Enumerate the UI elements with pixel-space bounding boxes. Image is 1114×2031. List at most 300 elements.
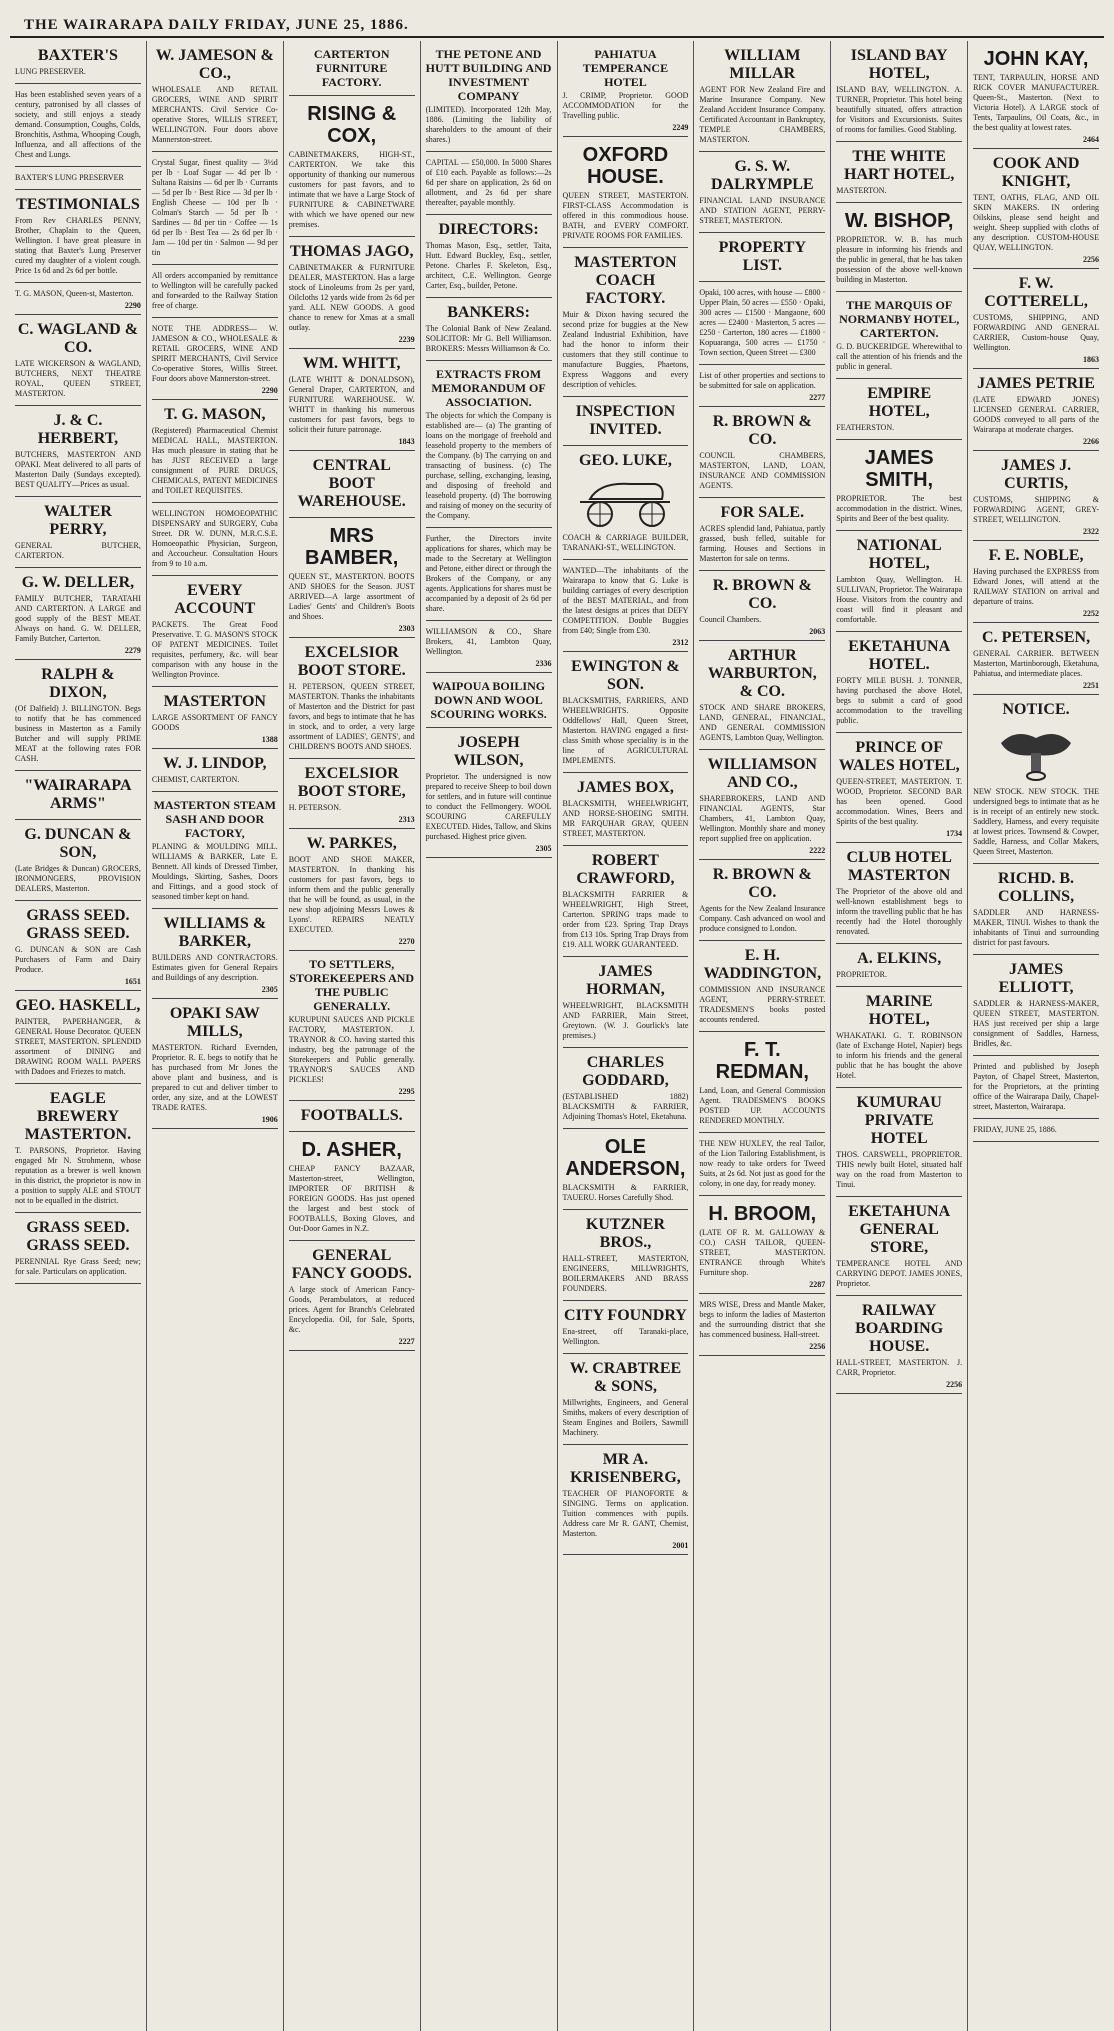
advertisement: [15, 190, 141, 283]
ad-body: PLANING & MOULDING MILL. WILLIAMS & BARKER, Late E. Bennett. All kinds of Dressed Timber, Mouldings, Skirting, Sashes, Doors and Fittings, and a good stock of seasoned timber kept on hand.: [151, 842, 278, 901]
ad-heading: W. JAMESON & CO.,: [155, 47, 274, 82]
ad-body: KURUPUNI SAUCES AND PICKLE FACTORY, MASTERTON. J. TRAYNOR & CO. having started this industry, beg the patronage of the Storekeepers and Public generally. TRAYNOR'S SAUCES AND PICKLES!: [288, 1015, 415, 1084]
ad-heading: OXFORD HOUSE.: [582, 144, 669, 188]
ad-heading: RALPH & DIXON,: [41, 666, 115, 701]
ad-body: PROPRIETOR. W. B. has much pleasure in informing his friends and the public in general, that he has taken possession of the above well-known building in Masterton.: [836, 235, 963, 284]
ad-heading: GRASS SEED. GRASS SEED.: [26, 907, 130, 942]
ad-body: WANTED—The inhabitants of the Wairarapa to know that G. Luke is building carriages of every description of the BEST MATERIAL, and from the latest designs at prices that DEFY COMPETITION. Double Buggies from £40; Single from £30.: [562, 566, 689, 635]
advertisement: [699, 1196, 825, 1294]
advertisement: [563, 1301, 689, 1354]
ad-body: Printed and published by Joseph Payton, of Chapel Street, Masterton, for the Proprietors, at the printing office of the Wairarapa Daily, Chapel-street, Masterton, Wairarapa.: [973, 1062, 1099, 1111]
advertisement: [836, 843, 962, 944]
ad-body: Further, the Directors invite applications for shares, which may be made to the Secretary at Wellington and Petone, either direct or through the Brokers of the Company, or any agents. Applications for shares must be accompanied by a deposit of 2s 6d per share.: [425, 534, 552, 613]
ad-heading: THE PETONE AND HUTT BUILDING AND INVESTMENT COMPANY: [425, 47, 552, 103]
ad-number: 2063: [809, 627, 826, 636]
advertisement: [563, 1210, 689, 1301]
ad-heading: FOOTBALLS.: [300, 1107, 403, 1124]
ad-number: 2266: [1083, 437, 1099, 446]
ad-heading: OPAKI SAW MILLS,: [169, 1005, 260, 1040]
ad-number: 2305: [261, 985, 278, 994]
ad-number: 1863: [1083, 355, 1099, 364]
ad-body: WELLINGTON HOMOEOPATHIC DISPENSARY and SURGERY, Cuba Street. DR W. DUNN, M.R.C.S.E. Homoeopathic Physician, Surgeon, and Accoucheur. Consultation Hours from 9 to 10 a.m.: [151, 509, 278, 568]
ad-body: A large stock of American Fancy-Goods, Perambulators, at reduced prices. Agent for Branch's Celebrated Encyclopedia. Oil, for Sale, Sports, &c.: [288, 1285, 415, 1334]
ad-body: MASTERTON.: [836, 186, 887, 195]
ad-number: 1843: [398, 437, 415, 446]
ad-body: WHOLESALE AND RETAIL GROCERS, WINE AND SPIRIT MERCHANTS. Civil Service Co-operative Stores, WILLIS STREET, WELLINGTON. Four doors above Mannerston-street.: [151, 85, 278, 144]
ad-heading: EVERY ACCOUNT: [174, 582, 256, 617]
ad-number: 2239: [398, 335, 415, 344]
ad-body: WHEELWRIGHT, BLACKSMITH AND FARRIER, Main Street, Greytown. (W. J. Gourlick's late premises.): [562, 1001, 689, 1040]
ad-number: 2256: [946, 1380, 963, 1389]
ad-body: SADDLER AND HARNESS-MAKER, TINUI. Wishes to thank the inhabitants of Tinui and surrounding district for past favours.: [973, 908, 1099, 947]
ad-heading: "WAIRARAPA ARMS": [24, 777, 132, 812]
ad-body: Thomas Mason, Esq., settler, Taita, Hutt. Edward Buckley, Esq., settler, Petone. Charles F. Skeleton, Esq., architect, C.E. Wellington. George Carter, Esq., builder, Petone.: [425, 241, 552, 290]
ad-number: 1388: [261, 735, 278, 744]
ad-heading: WILLIAM MILLAR: [724, 47, 801, 82]
ad-number: 2336: [535, 659, 552, 668]
advertisement: [289, 829, 415, 951]
column-8: [968, 41, 1104, 2031]
ad-heading: EKETAHUNA HOTEL.: [848, 638, 951, 673]
ad-body: BOOT AND SHOE MAKER, MASTERTON. In thanking his customers for past favors, begs to inform them and the public generally that he will be found, as usual, in the new shop adjoining Messrs Lowes & Lyons'. REPAIRS NEATLY EXECUTED.: [288, 855, 415, 934]
ad-body: THOS. CARSWELL, PROPRIETOR. THIS newly built Hotel, situated half way on the road from Masterton to Tinui.: [836, 1150, 963, 1189]
ad-heading: WILLIAMS & BARKER,: [163, 915, 267, 950]
ad-body: (Late Bridges & Duncan) GROCERS, IRONMONGERS, PROVISION DEALERS, Masterton.: [15, 864, 141, 893]
ad-body: PROPRIETOR.: [836, 970, 888, 979]
ad-body: LUNG PRESERVER.: [15, 67, 86, 76]
ad-heading: G. S. W. DALRYMPLE: [711, 158, 814, 193]
advertisement: [15, 1084, 141, 1213]
ad-number: 2001: [672, 1541, 689, 1550]
ad-number: 2279: [124, 646, 141, 655]
ad-body: G. DUNCAN & SON are Cash Purchasers of Farm and Dairy Produce.: [15, 945, 141, 974]
ad-heading: GEO. LUKE,: [578, 452, 672, 469]
advertisement: [289, 518, 415, 638]
advertisement: [15, 315, 141, 406]
ad-heading: JOHN KAY,: [983, 48, 1089, 70]
ad-body: QUEEN ST., MASTERTON. BOOTS AND SHOES for the Season. JUST ARRIVED—A large assortment of Ladies' Gents' and Children's Boots and Shoes.: [288, 572, 415, 621]
advertisement: [699, 1294, 825, 1356]
advertisement: [289, 41, 415, 96]
advertisement: [289, 1101, 415, 1132]
advertisement: [699, 498, 825, 571]
ad-number: 2322: [1083, 527, 1099, 536]
advertisement: [563, 137, 689, 248]
ad-body: J. CRIMP, Proprietor. GOOD ACCOMMODATION for the Travelling public.: [562, 91, 689, 120]
ad-heading: CITY FOUNDRY: [564, 1307, 687, 1324]
advertisement: [973, 1119, 1099, 1142]
ad-number: 2290: [261, 386, 278, 395]
advertisement: [836, 632, 962, 733]
ad-body: CABINETMAKERS, HIGH-ST., CARTERTON. We take this opportunity of thanking our numerous customers for past favors, and to intimate that we have a Large Stock of FURNITURE & CABINETWARE with which we have opened our new premises.: [288, 150, 415, 229]
ad-heading: ISLAND BAY HOTEL,: [850, 47, 948, 82]
ad-body: Crystal Sugar, finest quality — 3½d per lb · Loaf Sugar — 4d per lb · Sultana Raisins — 6d per lb · Currants — 5d per lb · Best Rice — 3d per lb · English Cheese — 10d per lb · Colman's Starch — 5d per lb · Sardines — 8d per tin · Coffee — 1s 6d per lb · Best Tea — 2s 6d per lb · Jam — 10d per tin · Salmon — 9d per tin: [151, 158, 278, 257]
ad-body: ISLAND BAY, WELLINGTON. A. TURNER, Proprietor. This hotel being beautifully situated, offers attraction for Visitors and Excursionists. Suites of rooms for families. Good Stabling.: [836, 85, 963, 134]
ad-heading: JAMES J. CURTIS,: [1000, 457, 1072, 492]
advertisement: [699, 750, 825, 860]
advertisement: [563, 1445, 689, 1555]
ad-body: THE NEW HUXLEY, the real Tailor, of the Lion Tailoring Establishment, is now ready to take orders for Tweed Suits, at 2s 6d. Not just as good for the colony, in one day, for ready money.: [699, 1139, 826, 1188]
advertisement: [699, 641, 825, 750]
ad-heading: BAXTER'S: [37, 47, 118, 64]
ad-body: COUNCIL CHAMBERS, MASTERTON, LAND, LOAN, INSURANCE AND COMMISSION AGENTS.: [699, 451, 826, 490]
column-6: [694, 41, 831, 2031]
ad-number: 2252: [1083, 609, 1099, 618]
ad-body: From Rev CHARLES PENNY, Brother, Chaplain to the Queen, Wellington. I have great pleasure in stating that Baxter's Lung Preserver cured my daughter of a violent cough. Price 1s 6d and 2s 6d per bottle.: [15, 216, 141, 275]
ad-body: PAINTER, PAPERHANGER, & GENERAL House Decorator. QUEEN STREET, MASTERTON. SPLENDID assortment of DINING and DRAWING ROOM WALL PAPERS with Dadoes and Friezes to match.: [15, 1017, 141, 1076]
ad-body: Millwrights, Engineers, and General Smiths, makers of every description of Steam Engines and Boilers, Sawmill Machinery.: [562, 1398, 689, 1437]
ad-number: 2227: [398, 1337, 415, 1346]
ad-body: BAXTER'S LUNG PRESERVER: [15, 173, 124, 182]
ad-heading: MR A. KRISENBERG,: [570, 1451, 681, 1486]
advertisement: [836, 944, 962, 987]
ad-body: (LATE EDWARD JONES) LICENSED GENERAL CARRIER, GOODS conveyed to all parts of the Wairarapa at moderate charges.: [973, 395, 1099, 434]
ad-number: 2222: [809, 846, 826, 855]
advertisement: [15, 568, 141, 660]
ad-number: 2303: [398, 624, 415, 633]
advertisement: [836, 379, 962, 440]
advertisement: [973, 41, 1099, 149]
advertisement: [836, 203, 962, 292]
carriage-illustration: [570, 474, 680, 529]
advertisement: [973, 1056, 1099, 1119]
advertisement: [973, 955, 1099, 1056]
ad-body: Ena-street, off Taranaki-place, Wellington.: [562, 1327, 689, 1346]
advertisement: [426, 728, 552, 858]
ad-body: PROPRIETOR. The best accommodation in the district. Wines, Spirits and Beer of the best quality.: [836, 494, 963, 523]
advertisement: [699, 233, 825, 282]
advertisement: [15, 901, 141, 991]
ad-body: (ESTABLISHED 1882) BLACKSMITH & FARRIER, Adjoining Thomas's Hotel, Eketahuna.: [562, 1092, 689, 1121]
ad-heading: CLUB HOTEL MASTERTON: [846, 849, 952, 884]
ad-heading: C. PETERSEN,: [982, 629, 1091, 646]
ad-heading: A. ELKINS,: [857, 950, 942, 967]
column-2: [147, 41, 284, 2031]
advertisement: [289, 638, 415, 759]
advertisement: [973, 695, 1099, 864]
ad-body: LARGE ASSORTMENT OF FANCY GOODS: [151, 713, 278, 732]
advertisement: [563, 446, 689, 560]
ad-number: 2270: [398, 937, 415, 946]
ad-number: 1906: [261, 1115, 278, 1124]
masthead-title: THE WAIRARAPA DAILY FRIDAY, JUNE 25, 1886.: [24, 17, 409, 33]
advertisement: [699, 941, 825, 1032]
ad-heading: INSPECTION INVITED.: [575, 403, 676, 438]
ad-body: FORTY MILE BUSH. J. TONNER, having purchased the above Hotel, begs to submit a card of good accommodation to the travelling public.: [836, 676, 963, 725]
ad-body: MASTERTON. Richard Evernden, Proprietor. R. E. begs to notify that he has purchased from Mr Jones the above plant and business, and is prepared to cut and deliver timber to order, any size, and at the LOWEST TRADE RATES.: [151, 1043, 278, 1112]
ad-heading: G. W. DELLER,: [21, 574, 135, 591]
ad-body: Having purchased the EXPRESS from Edward Jones, will attend at the RAILWAY STATION on arrival and departure of trains.: [973, 567, 1099, 606]
ad-body: The objects for which the Company is established are— (a) The granting of loans on the mortgage of freehold and leasehold property to the members of the Company. (b) The carrying on and transacting of business. (c) The purchase, selling, exchanging, leasing, and disposing of freehold and leasehold property. (d) The borrowing and raising of money on the security of the Company.: [425, 411, 552, 520]
advertisement: [973, 269, 1099, 369]
ad-number: 2251: [1083, 681, 1099, 690]
ad-heading: DIRECTORS:: [438, 221, 539, 238]
ad-heading: JAMES ELLIOTT,: [998, 961, 1074, 996]
ad-body: AGENT FOR New Zealand Fire and Marine Insurance Company. New Zealand Accident Insurance Company. Certificated Accountant in Bankruptcy, TEMPLE CHAMBERS, MASTERTON.: [699, 85, 826, 144]
ad-heading: W. J. LINDOP,: [163, 755, 267, 772]
ad-body: Land, Loan, and General Commission Agent. TRADESMEN'S BOOKS POSTED UP. ACCOUNTS RENDERED MONTHLY.: [699, 1086, 826, 1125]
ad-heading: CARTERTON FURNITURE FACTORY.: [313, 47, 390, 89]
advertisement: [973, 541, 1099, 623]
ad-heading: ARTHUR WARBURTON, & CO.: [707, 647, 817, 700]
ad-number: 2256: [809, 1342, 826, 1351]
ad-heading: KUTZNER BROS.,: [585, 1216, 665, 1251]
advertisement: [836, 292, 962, 379]
ad-body: Has been established seven years of a century, patronised by all classes of society, and still enjoys a steady demand. Consumption, Coughs, Colds, Bronchitis, Asthma, Whooping Cough, Influenza, and all affections of the Chest and Lungs.: [15, 90, 141, 159]
ad-number: 2313: [398, 815, 415, 824]
ad-body: TEMPERANCE HOTEL AND CARRYING DEPOT. JAMES JONES, Proprietor.: [836, 1259, 963, 1288]
ad-heading: JAMES HORMAN,: [586, 963, 665, 998]
ad-heading: C. WAGLAND & CO.: [17, 321, 139, 356]
ad-body: CAPITAL — £50,000. In 5000 Shares of £10 each. Payable as follows:—2s 6d per share on application, 2s 6d on allotment, and 2s 6d per share thereafter, payable monthly.: [425, 158, 552, 207]
ad-body: FRIDAY, JUNE 25, 1886.: [973, 1125, 1057, 1134]
ad-body: TENT, TARPAULIN, HORSE AND RICK COVER MANUFACTURER. Queen-St., Masterton. (Next to Victoria Hotel). A LARGE stock of Tents, Tarpaulins, Oil Coats, &c., in the best quality at lowest rates.: [973, 73, 1099, 132]
ad-body: Agents for the New Zealand Insurance Company. Cash advanced on wool and produce consigned to London.: [699, 904, 826, 933]
advertisement: [836, 987, 962, 1088]
advertisement: [289, 237, 415, 349]
ad-body: (LATE OF R. M. GALLOWAY & CO.) CASH TAILOR, QUEEN-STREET, MASTERTON. ENTRANCE through White's Furniture shop.: [699, 1228, 826, 1277]
advertisement: [699, 1032, 825, 1133]
ad-body: QUEEN-STREET, MASTERTON. T. WOOD, Proprietor. SECOND BAR has been opened. Good accommodation. Wines, Beers and Spirits of the best quality.: [836, 777, 963, 826]
advertisement: [426, 215, 552, 298]
ad-heading: GRASS SEED. GRASS SEED.: [26, 1219, 130, 1254]
ad-heading: THOMAS JAGO,: [289, 243, 414, 260]
advertisement: [152, 400, 278, 503]
ad-body: BUTCHERS, MASTERTON AND OPAKI. Meat delivered to all parts of Masterton Daily (Sundays excepted). BEST QUALITY—Prices as usual.: [15, 450, 141, 489]
ad-heading: EMPIRE HOTEL,: [867, 385, 932, 420]
ad-body: (Registered) Pharmaceutical Chemist MEDICAL HALL, MASTERTON. Has much pleasure in stating that he has JUST RECEIVED a large consignment of PURE DRUGS, CHEMICALS, PATENT MEDICINES and TOILET REQUISITES.: [151, 426, 278, 495]
ad-body: The Colonial Bank of New Zealand. SOLICITOR: Mr G. Bell Williamson. BROKERS: Messrs Williamson & Co.: [425, 324, 552, 353]
masthead: [10, 8, 1104, 38]
ad-body: (LATE WHITT & DONALDSON), General Draper, CARTERTON, and FURNITURE WAREHOUSE. W. WHITT in thanking his numerous customers for past favors, begs to solicit their future patronage.: [288, 375, 415, 434]
advertisement: [152, 999, 278, 1129]
ad-number: 2277: [809, 393, 826, 402]
ad-heading: CENTRAL BOOT WAREHOUSE.: [297, 457, 406, 510]
advertisement: [152, 792, 278, 909]
ad-body: HALL-STREET, MASTERTON, ENGINEERS, MILLWRIGHTS, BOILERMAKERS AND BRASS FOUNDERS.: [562, 1254, 689, 1293]
ad-heading: H. BROOM,: [708, 1203, 817, 1225]
ad-body: MRS WISE, Dress and Mantle Maker, begs to inform the ladies of Masterton and the surrounding district that she has commenced business. Hall-street.: [699, 1300, 826, 1339]
advertisement: [15, 991, 141, 1084]
ad-heading: R. BROWN & CO.: [712, 577, 812, 612]
advertisement: [426, 621, 552, 673]
ad-body: BUILDERS AND CONTRACTORS. Estimates given for General Repairs and Buildings of any description.: [151, 953, 278, 982]
ad-body: SADDLER & HARNESS-MAKER, QUEEN STREET, MASTERTON. HAS just received per ship a large consignment of Saddles, Harness, Bridles, &c.: [973, 999, 1099, 1048]
ad-heading: MASTERTON STEAM SASH AND DOOR FACTORY,: [153, 798, 276, 840]
ad-body: QUEEN STREET, MASTERTON. FIRST-CLASS Accommodation is offered in this commodious house. BATH, and EVERY COMFORT. PRIVATE ROOMS FOR FAMILIES.: [562, 191, 689, 240]
ad-body: WHAKATAKI. G. T. ROBINSON (late of Exchange Hotel, Napier) begs to inform his friends and the general public that he has bought the above Hotel.: [836, 1031, 963, 1080]
ad-heading: THE WHITE HART HOTEL,: [844, 148, 955, 183]
advertisement: [836, 440, 962, 531]
ad-body: STOCK AND SHARE BROKERS, LAND, GENERAL, FINANCIAL, AND GENERAL COMMISSION AGENTS, Lambton Quay, Wellington.: [699, 703, 826, 742]
ad-heading: EWINGTON & SON.: [571, 658, 680, 693]
ad-heading: J. & C. HERBERT,: [37, 412, 119, 447]
ad-body: The Proprietor of the above old and well-known establishment begs to inform the travelling public that he has recently had the Hotel thoroughly renovated.: [836, 887, 963, 936]
ad-heading: W. PARKES,: [306, 835, 397, 852]
ad-heading: JOSEPH WILSON,: [453, 734, 524, 769]
advertisement: [563, 397, 689, 446]
ad-heading: GEO. HASKELL,: [15, 997, 141, 1014]
ad-heading: W. CRABTREE & SONS,: [569, 1360, 682, 1395]
ad-heading: THE MARQUIS OF NORMANBY HOTEL, CARTERTON.: [839, 298, 960, 340]
advertisement: [699, 1133, 825, 1196]
ad-body: HALL-STREET, MASTERTON. J. CARR, Proprietor.: [836, 1358, 963, 1377]
ad-body: CUSTOMS, SHIPPING & FORWARDING AGENT, GREY-STREET, WELLINGTON.: [973, 495, 1099, 524]
ad-body: FINANCIAL LAND INSURANCE AND STATION AGENT, PERRY-STREET, MASTERTON.: [699, 196, 826, 225]
ad-heading: EXCELSIOR BOOT STORE.: [297, 644, 406, 679]
ad-body: GENERAL CARRIER. BETWEEN Masterton, Martinborough, Eketahuna, Pahiatua, and intermediate places.: [973, 649, 1099, 678]
advertisement: [699, 407, 825, 498]
ad-body: Proprietor. The undersigned is now prepared to receive Sheep to boil down for settlers, and in future will continue to conduct the Fellmongery. WOOL SCOURING CAREFULLY EXECUTED. Hides, Tallow, and Skins purchased. Highest price given.: [425, 772, 552, 841]
advertisement: [426, 298, 552, 361]
ad-heading: KUMURAU PRIVATE HOTEL: [856, 1094, 942, 1147]
ad-body: G. D. BUCKERIDGE. Wherewithal to call the attention of his friends and the public in general.: [836, 342, 963, 371]
ad-body: LATE WICKERSON & WAGLAND, BUTCHERS, NEXT THEATRE ROYAL, QUEEN STREET, MASTERTON.: [15, 359, 141, 398]
column-3: [284, 41, 421, 2031]
ad-body: ACRES splendid land, Pahiatua, partly grassed, bush felled, suitable for farming. Houses and Sections in Masterton for sale on terms.: [699, 524, 826, 563]
advertisement: [563, 652, 689, 773]
advertisement: [152, 687, 278, 749]
ad-heading: G. DUNCAN & SON,: [24, 826, 132, 861]
ad-number: 2295: [398, 1087, 415, 1096]
advertisement: [15, 497, 141, 568]
ad-body: H. PETERSON.: [288, 803, 341, 812]
ad-heading: RICHD. B. COLLINS,: [998, 870, 1075, 905]
ad-body: Muir & Dixon having secured the second prize for buggies at the New Zealand Industrial Exhibition, have had the honor to inform their customers that they still continue to manufacture Buggies, Phaetons, Express Waggons and every description of vehicles.: [562, 310, 689, 389]
ad-heading: MASTERTON: [163, 693, 266, 710]
advertisement: [699, 41, 825, 152]
advertisement: [563, 1354, 689, 1445]
ad-heading: D. ASHER,: [301, 1139, 402, 1161]
ad-heading: W. BISHOP,: [844, 210, 954, 232]
ad-body: TENT, OATHS, FLAG, AND OIL SKIN MAKERS. IN ordering Oilskins, please send height and weight. Sheep supplied with cloths of any description. CUSTOM-HOUSE QUAY, WELLINGTON.: [973, 193, 1099, 252]
ad-body: (LIMITED). Incorporated 12th May, 1886. (Limiting the liability of shareholders to the amount of their shares.): [425, 105, 552, 144]
advertisement: [152, 909, 278, 999]
advertisement: [152, 318, 278, 400]
ad-heading: COOK AND KNIGHT,: [992, 155, 1080, 190]
ad-heading: MASTERTON COACH FACTORY.: [574, 254, 677, 307]
advertisement: [15, 820, 141, 901]
ad-heading: EXCELSIOR BOOT STORE,: [297, 765, 406, 800]
ad-body: CABINETMAKER & FURNITURE DEALER, MASTERTON. Has a large stock of Linoleums from 2s per yard, Oilcloths 12 yards wide from 2s 6d per yard. ALL NEW GOODS. A good chance to renew for Xmas at a small outlay.: [288, 263, 415, 332]
ad-number: 2290: [124, 301, 141, 310]
ad-body: FEATHERSTON.: [836, 423, 895, 432]
ad-heading: OLE ANDERSON,: [565, 1136, 686, 1180]
advertisement: [973, 623, 1099, 695]
advertisement: [426, 673, 552, 728]
advertisement: [836, 142, 962, 203]
advertisement: [563, 41, 689, 137]
ad-heading: E. H. WADDINGTON,: [703, 947, 822, 982]
advertisement: [289, 96, 415, 237]
ad-body: CHEAP FANCY BAZAAR, Masterton-street, Wellington, IMPORTER OF BRITISH & FOREIGN GOODS. Has just opened the largest and best stock of FOOTBALLS, Boxing Gloves, and Out-Door Games in N.Z.: [288, 1164, 415, 1233]
ad-body: COACH & CARRIAGE BUILDER, TARANAKI-ST., WELLINGTON.: [562, 533, 689, 552]
advertisement: [836, 1197, 962, 1296]
ad-body: BLACKSMITH & FARRIER, TAUERU. Horses Carefully Shod.: [562, 1183, 689, 1202]
column-1: [10, 41, 147, 2031]
advertisement: [15, 406, 141, 497]
ad-heading: EAGLE BREWERY MASTERTON.: [24, 1090, 132, 1143]
advertisement: [289, 1241, 415, 1351]
ad-heading: TESTIMONIALS: [16, 196, 140, 213]
ad-heading: JAMES BOX,: [576, 779, 674, 796]
ad-heading: WAIPOUA BOILING DOWN AND WOOL SCOURING WORKS.: [430, 679, 547, 721]
ad-number: 1651: [124, 977, 141, 986]
ad-number: 2305: [535, 844, 552, 853]
advertisement: [15, 771, 141, 820]
ad-number: 2249: [672, 123, 689, 132]
ad-heading: MARINE HOTEL,: [865, 993, 933, 1028]
advertisement: [973, 149, 1099, 269]
ad-heading: BANKERS:: [447, 304, 530, 321]
ad-heading: EKETAHUNA GENERAL STORE,: [848, 1203, 951, 1256]
advertisement: [836, 733, 962, 843]
advertisement: [15, 84, 141, 167]
ad-heading: RAILWAY BOARDING HOUSE.: [855, 1302, 944, 1355]
ad-heading: F. E. NOBLE,: [988, 547, 1084, 564]
ad-body: All orders accompanied by remittance to Wellington will be carefully packed and forwarded to the Railway Station free of charge.: [151, 271, 278, 310]
advertisement: [699, 152, 825, 233]
advertisement: [15, 283, 141, 315]
ad-heading: EXTRACTS FROM MEMORANDUM OF ASSOCIATION.: [431, 367, 546, 409]
advertisement: [152, 749, 278, 792]
ad-heading: CHARLES GODDARD,: [582, 1054, 669, 1089]
advertisement: [699, 365, 825, 407]
advertisement: [973, 451, 1099, 541]
advertisement: [563, 1129, 689, 1210]
ad-body: TEACHER OF PIANOFORTE & SINGING. Terms on application. Tuition commences with pupils. Address care Mr R. GANT, Chemist, Masterton.: [562, 1489, 689, 1538]
ad-heading: PRINCE OF WALES HOTEL,: [838, 739, 960, 774]
advertisement: [426, 528, 552, 621]
advertisement: [699, 571, 825, 641]
ad-body: FAMILY BUTCHER, TARATAHI AND CARTERTON. A LARGE and good supply of the BEST MEAT. Always on hand. G. W. DELLER, Family Butcher, Carterton.: [15, 594, 141, 643]
ad-heading: NATIONAL HOTEL,: [856, 537, 942, 572]
advertisement: [563, 560, 689, 652]
advertisement: [289, 951, 415, 1101]
ad-heading: PROPERTY LIST.: [718, 239, 807, 274]
ad-body: Council Chambers.: [699, 615, 762, 624]
advertisement: [973, 369, 1099, 451]
ad-body: BLACKSMITH, WHEELWRIGHT, AND HORSE-SHOEING SMITH. MR FARQUHAR GRAY, QUEEN STREET, MASTERTON.: [562, 799, 689, 838]
columns: [10, 41, 1104, 2031]
ad-body: GENERAL BUTCHER, CARTERTON.: [15, 541, 141, 560]
ad-body: BLACKSMITHS, FARRIERS, AND WHEELWRIGHTS. Opposite Oddfellows' Hall, Queen Street, Masterton. HAVING engaged a first-class Smith whose speciality is in the line of AGRICULTURAL IMPLEMENTS.: [562, 696, 689, 765]
ad-body: SHAREBROKERS, LAND AND FINANCIAL AGENTS, Star Chambers, 41, Lambton Quay, Wellington. Monthly share and money report supplied free on application.: [699, 794, 826, 843]
ad-heading: PAHIATUA TEMPERANCE HOTEL: [582, 47, 669, 89]
column-4: [421, 41, 558, 2031]
advertisement: [426, 152, 552, 215]
advertisement: [563, 1048, 689, 1129]
ad-body: H. PETERSON, QUEEN STREET, MASTERTON. Thanks the inhabitants of Masterton and the District for past favors, and begs to intimate that he has in stock, and to order, a very large assortment of LADIES', GENTS', and CHILDREN'S BOOTS AND SHOES.: [288, 682, 415, 751]
advertisement: [152, 265, 278, 318]
ad-body: Lambton Quay, Wellington. H. SULLIVAN, Proprietor. The Wairarapa House. Visitors from the country and coast will find it pleasant and comfortable.: [836, 575, 963, 624]
ad-body: PACKETS. The Great Food Preservative. T. G. MASON'S STOCK OF PATENT MEDICINES. Toilet requisites, perfumery, &c. will bear comparison with any house in the Wellington Province.: [151, 620, 278, 679]
ad-body: BLACKSMITH FARRIER & WHEELWRIGHT, High Street, Carterton. SPRING traps made to order from £23. Spring Trap Drays from £13 10s. Spring Trap Drays from £19. ALL WORK GUARANTEED.: [562, 890, 689, 949]
ad-body: List of other properties and sections to be submitted for sale on application.: [699, 371, 826, 390]
ad-heading: WILLIAMSON AND CO.,: [707, 756, 817, 791]
advertisement: [289, 451, 415, 518]
advertisement: [563, 248, 689, 397]
advertisement: [836, 531, 962, 632]
advertisement: [15, 1213, 141, 1284]
advertisement: [152, 503, 278, 576]
saddle-illustration: [991, 723, 1081, 783]
advertisement: [973, 864, 1099, 955]
ad-body: NOTE THE ADDRESS— W. JAMESON & CO., WHOLESALE & RETAIL GROCERS, WINE AND SPIRIT MERCHANTS, Civil Service Co-operative Stores, Willis Street. Four doors above Mannerston-street.: [151, 324, 278, 383]
ad-body: T. G. MASON, Queen-st, Masterton.: [15, 289, 134, 298]
ad-heading: T. G. MASON,: [164, 406, 266, 423]
column-5: [558, 41, 695, 2031]
